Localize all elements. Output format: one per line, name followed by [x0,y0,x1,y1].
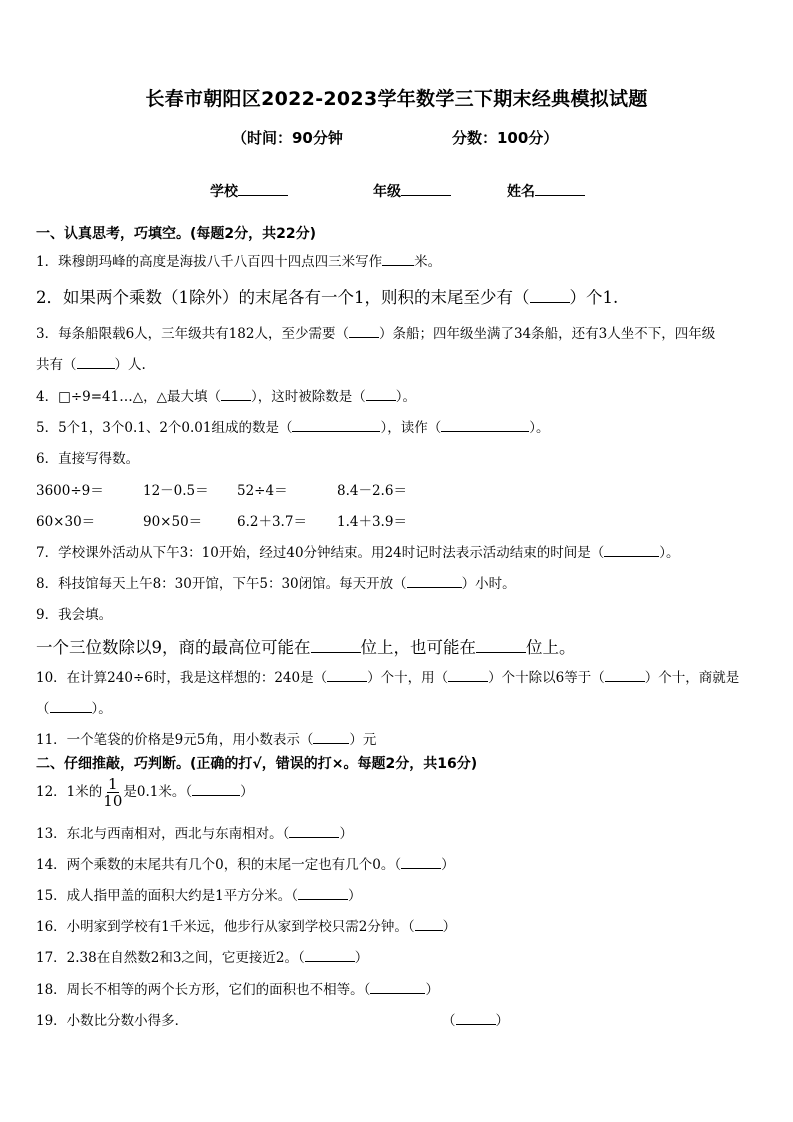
calc-item: 6.2＋3.7＝ [237,514,307,530]
calc-item: 60×30＝ [36,514,96,530]
grade-field [373,181,451,201]
answer-blank[interactable] [305,949,355,962]
question-12: 12．1米的 $\frac{1}{10}$ 是0.1米。（ ） [36,775,254,810]
question-13: 13．东北与西南相对，西北与东南相对。（ ） [36,826,353,842]
question-10-cont: （ ）。 [36,701,112,717]
calc-item: 90×50＝ [143,514,203,530]
question-4: 4．□÷9=41…△，△最大填（ ），这时被除数是（ ）。 [36,389,416,405]
question-1: 1．珠穆朗玛峰的高度是海拔八千八百四十四点四三米写作 米。 [36,254,442,270]
question-16: 16．小明家到学校有1千米远，他步行从家到学校只需2分钟。（ ） [36,919,457,935]
answer-blank[interactable] [292,419,380,432]
name-field [507,181,585,201]
answer-blank[interactable] [366,388,396,401]
name-blank[interactable] [535,183,585,196]
question-19-answer: （ ） [442,1013,509,1029]
question-5: 5．5个1，3个0.1、2个0.01组成的数是（ ），读作（ ）。 [36,420,550,436]
grade-label: 年级 [373,184,401,200]
page-title: 长春市朝阳区2022-2023学年数学三下期末经典模拟试题 [145,88,648,110]
name-label: 姓名 [507,184,535,200]
section2-heading: 二、仔细推敲，巧判断。(正确的打√，错误的打×。每题2分，共16分) [36,756,478,772]
answer-blank[interactable] [456,1012,496,1025]
calc-item: 1.4＋3.9＝ [337,514,407,530]
question-11: 11．一个笔袋的价格是9元5角，用小数表示（ ）元 [36,732,377,748]
question-3: 3．每条船限载6人，三年级共有182人，至少需要（ ）条船；四年级坐满了34条船，还有3人坐不下，四年级 [36,326,716,342]
section1-heading: 一、认真思考，巧填空。(每题2分，共22分) [36,226,317,242]
school-label: 学校 [210,184,238,200]
answer-blank[interactable] [530,290,570,303]
answer-blank[interactable] [289,825,339,838]
question-14: 14．两个乘数的末尾共有几个0，积的末尾一定也有几个0。（ ） [36,857,455,873]
answer-blank[interactable] [415,918,443,931]
answer-blank[interactable] [50,700,92,713]
fraction: $\frac{1}{10}$ [103,775,123,810]
question-10: 10．在计算240÷6时，我是这样想的：240是（ ）个十，用（ ）个十除以6等于（ ）个十，商就是 [36,670,740,686]
answer-blank[interactable] [605,669,645,682]
answer-blank[interactable] [604,544,659,557]
calc-item: 12－0.5＝ [143,483,209,499]
question-8: 8．科技馆每天上午8：30开馆，下午5：30闭馆。每天开放（ ）小时。 [36,576,516,592]
answer-blank[interactable] [448,669,488,682]
calc-item: 8.4－2.6＝ [337,483,407,499]
answer-blank[interactable] [313,731,349,744]
exam-time: （时间：90分钟 [232,129,343,147]
answer-blank[interactable] [311,640,361,653]
calc-item: 52÷4＝ [237,483,288,499]
calc-item: 3600÷9＝ [36,483,104,499]
answer-blank[interactable] [382,253,414,266]
question-9: 9．我会填。 [36,607,113,623]
question-19: 19．小数比分数小得多． [36,1013,189,1029]
school-blank[interactable] [238,183,288,196]
school-field [210,181,288,201]
answer-blank[interactable] [476,640,526,653]
question-17: 17．2.38在自然数2和3之间，它更接近2。（ ） [36,950,369,966]
question-3-cont: 共有（ ）人. [36,357,146,373]
question-9-cont: 一个三位数除以9，商的最高位可能在 位上，也可能在 位上。 [36,638,576,657]
answer-blank[interactable] [298,887,348,900]
grade-blank[interactable] [401,183,451,196]
question-15: 15．成人指甲盖的面积大约是1平方分米。（ ） [36,888,362,904]
answer-blank[interactable] [441,419,529,432]
exam-score: 分数：100分） [452,129,559,147]
answer-blank[interactable] [401,856,441,869]
answer-blank[interactable] [77,356,115,369]
question-18: 18．周长不相等的两个长方形，它们的面积也不相等。（ ） [36,982,439,998]
question-7: 7．学校课外活动从下午3：10开始，经过40分钟结束。用24时记时法表示活动结束的时间是（ ）。 [36,545,680,561]
answer-blank[interactable] [349,325,379,338]
question-6: 6．直接写得数。 [36,451,140,467]
answer-blank[interactable] [407,575,462,588]
answer-blank[interactable] [327,669,367,682]
answer-blank[interactable] [192,783,240,796]
answer-blank[interactable] [370,981,425,994]
answer-blank[interactable] [221,388,251,401]
question-2: 2．如果两个乘数（1除外）的末尾各有一个1，则积的末尾至少有（ ）个1. [36,288,619,307]
